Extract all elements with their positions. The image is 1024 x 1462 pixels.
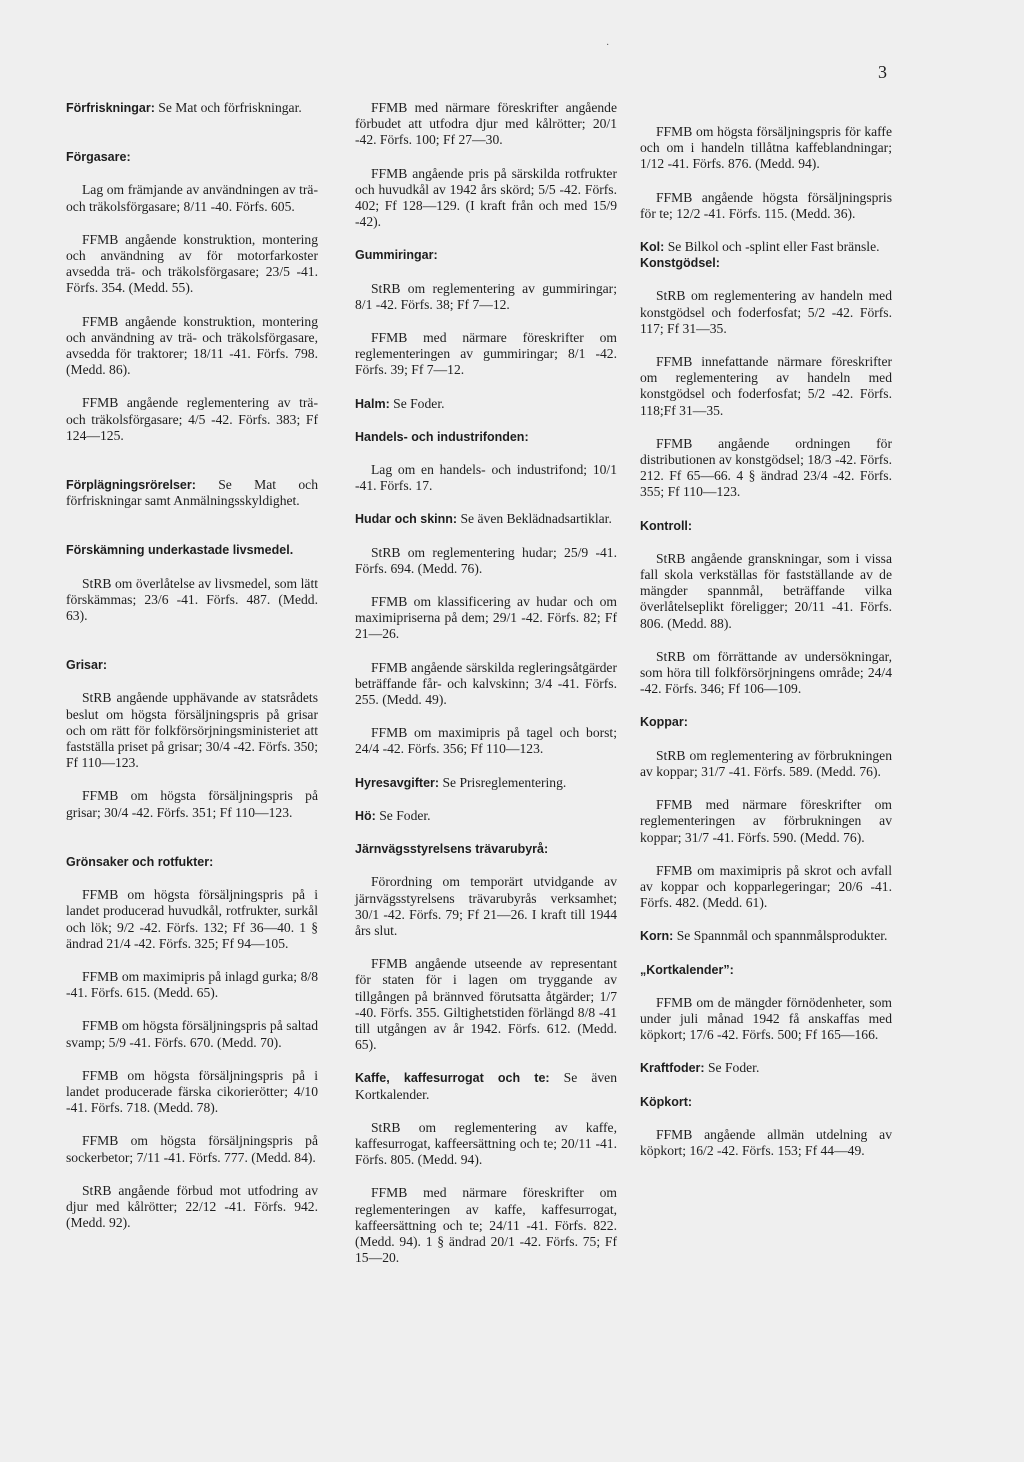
index-entry: Korn: Se Spannmål och spannmålsprodukter. [640, 928, 888, 944]
index-entry: Lag om en handels- och industrifond; 10/1 -41. Förfs. 17. [355, 462, 617, 494]
column-right [640, 100, 892, 1176]
index-entry: FFMB angående reglementering av trä- och träkolsförgasare; 4/5 -42. Förfs. 383; Ff 124—125. [66, 395, 318, 443]
index-entry: FFMB angående utseende av representant för staten för i lagen om tryggande av tillgången på brännved förutsatta åtgärder; 1/7 -40. Förfs. 355. Giltighetstiden förlängd 8/8 -41 till utgången av år 1942. Förfs. 612. (Medd. 65). [355, 956, 617, 1053]
index-entry: FFMB om högsta försäljningspris på grisar; 30/4 -42. Förfs. 351; Ff 110—123. [66, 788, 318, 820]
index-entry: FFMB angående konstruktion, montering och användning av trä- och träkolsförgasare, avsedda för traktorer; 18/11 -41. Förfs. 798. (Medd. 86). [66, 313, 318, 378]
section-heading: Koppar: [640, 715, 688, 730]
index-entry: Hudar och skinn: Se även Beklädnadsartiklar. [355, 511, 612, 527]
index-entry: FFMB om maximipris på skrot och avfall av koppar och kopparlegeringar; 20/6 -41. Förfs. 482. (Medd. 61). [640, 862, 892, 911]
index-entry: StRB om reglementering av kaffe, kaffesurrogat, kaffeersättning och te; 20/11 -41. Förfs. 805. (Medd. 94). [355, 1119, 617, 1168]
index-entry: FFMB angående pris på särskilda rotfrukter och huvudkål av 1942 års skörd; 5/5 -42. Förfs. 402; Ff 128—129. (I kraft från och med 15/9 -42). [355, 165, 617, 230]
index-entry: FFMB om de mängder förnödenheter, som under juli månad 1942 få anskaffas med köpkort; 17/6 -42. Förfs. 500; Ff 165—166. [640, 994, 892, 1043]
page-number: 3 [878, 62, 887, 82]
index-entry: FFMB med närmare föreskrifter om reglementeringen av gummiringar; 8/1 -42. Förfs. 39; Ff 7—12. [355, 330, 617, 378]
section-heading: Köpkort: [640, 1094, 693, 1109]
index-entry: FFMB om högsta försäljningspris på sockerbetor; 7/11 -41. Förfs. 777. (Medd. 84). [66, 1133, 318, 1165]
index-entry: Kaffe, kaffesurrogat och te: Se även Kortkalender. [355, 1070, 617, 1102]
index-entry: FFMB om högsta försäljningspris på i landet producerade färska cikorierötter; 4/10 -41. Förfs. 718. (Medd. 78). [66, 1067, 318, 1116]
section-heading: Grönsaker och rotfukter: [66, 854, 214, 869]
index-entry: StRB angående upphävande av statsrådets beslut om högsta försäljningspris på grisar och om rätt för folkförsörjningsministeriet att fastställa priset på grisar; 30/4 -42. Förfs. 350; Ff 110—123. [66, 690, 318, 771]
index-entry: Förplägningsrörelser: Se Mat och förfriskningar samt Anmälningsskyldighet. [66, 477, 318, 509]
section-heading: Handels- och industrifonden: [355, 429, 529, 444]
index-entry: Förfriskningar: Se Mat och förfriskningar. [66, 100, 302, 115]
index-entry: FFMB om maximipris på tagel och borst; 24/4 -42. Förfs. 356; Ff 110—123. [355, 725, 617, 757]
section-heading: Kontroll: [640, 518, 693, 533]
index-entry: FFMB angående högsta försäljningspris för te; 12/2 -41. Förfs. 115. (Medd. 36). [640, 189, 892, 221]
index-entry: Kol: Se Bilkol och -splint eller Fast bränsle. [640, 239, 880, 255]
index-entry: FFMB om högsta försäljningspris för kaffe och om i handeln tillåtna kaffeblandningar; 1/12 -41. Förfs. 876. (Medd. 94). [640, 124, 892, 172]
index-entry: StRB om förrättande av undersökningar, som höra till folkförsörjningens område; 24/4 -42. Förfs. 346; Ff 106—109. [640, 648, 892, 697]
index-entry: FFMB angående ordningen för distributionen av konstgödsel; 18/3 -42. Förfs. 212. Ff 65—66. 4 § ändrad 23/4 -42. Förfs. 355; Ff 110—123. [640, 435, 892, 500]
index-entry: StRB om reglementering av gummiringar; 8/1 -42. Förfs. 38; Ff 7—12. [355, 280, 617, 312]
index-entry: FFMB om maximipris på inlagd gurka; 8/8 -41. Förfs. 615. (Medd. 65). [66, 968, 318, 1001]
index-entry: FFMB med närmare föreskrifter om reglementeringen av förbrukningen av koppar; 31/7 -41. Förfs. 590. (Medd. 76). [640, 797, 892, 845]
index-entry: FFMB angående särskilda regleringsåtgärder beträffande får- och kalvskinn; 3/4 -41. Förfs. 255. (Medd. 49). [355, 659, 617, 708]
index-entry: Lag om främjande av användningen av trä- och träkolsförgasare; 8/11 -40. Förfs. 605. [66, 182, 318, 214]
print-speck: · [606, 40, 610, 51]
index-entry: StRB om överlåtelse av livsmedel, som lätt förskämmas; 23/6 -41. Förfs. 487. (Medd. 63). [66, 575, 318, 624]
section-heading: Järnvägsstyrelsens trävarubyrå: [355, 842, 549, 857]
index-entry: FFMB med närmare föreskrifter angående förbudet att utfodra djur med kålrötter; 20/1 -42. Förfs. 100; Ff 27—30. [355, 100, 617, 148]
column-left [66, 100, 318, 1248]
index-entry: FFMB om högsta försäljningspris på saltad svamp; 5/9 -41. Förfs. 670. (Medd. 70). [66, 1018, 318, 1050]
index-entry: StRB om reglementering hudar; 25/9 -41. Förfs. 694. (Medd. 76). [355, 544, 617, 576]
column-middle [355, 100, 617, 1283]
index-entry: StRB angående förbud mot utfodring av djur med kålrötter; 22/12 -41. Förfs. 942. (Medd. 92). [66, 1182, 318, 1231]
section-heading: Gummiringar: [355, 248, 438, 263]
section-heading: Förskämning underkastade livsmedel. [66, 543, 294, 558]
index-entry: StRB om reglementering av handeln med konstgödsel och foderfosfat; 5/2 -42. Förfs. 117; Ff 31—35. [640, 288, 892, 336]
index-entry: FFMB innefattande närmare föreskrifter om reglementering av handeln med konstgödsel och foderfosfat; 5/2 -42. Förfs. 118;Ff 31—35. [640, 354, 892, 418]
section-heading: „Kortkalender”: [640, 962, 734, 977]
section-heading: Konstgödsel: [640, 256, 720, 271]
index-entry: FFMB om klassificering av hudar och om maximipriserna på dem; 29/1 -42. Förfs. 82; Ff 21—26. [355, 594, 617, 642]
index-entry: StRB angående granskningar, som i vissa fall skola verkställas för fastställande av de mängder spannmål, beträffande vilka överlåtelseplikt föreligger; 20/11 -41. Förfs. 806. (Medd. 88). [640, 550, 892, 631]
index-entry: Hö: Se Foder. [355, 807, 431, 823]
index-entry: FFMB med närmare föreskrifter om reglementeringen av kaffe, kaffesurrogat, kaffeersättning och te; 24/11 -41. Förfs. 822. (Medd. 94). 1 § ändrad 20/1 -42. Förfs. 75; Ff 15—20. [355, 1185, 617, 1266]
index-entry: FFMB angående konstruktion, montering och användning av för motorfarkoster avsedda trä- och träkolsförgasare; 23/5 -41. Förfs. 354. (Medd. 55). [66, 231, 318, 296]
index-entry: Halm: Se Foder. [355, 395, 445, 411]
index-entry: FFMB om högsta försäljningspris på i landet producerad huvudkål, rotfrukter, surkål och lök; 9/2 -42. Förfs. 132; Ff 36—40. 1 § ändrad 21/4 -42. Förfs. 325; Ff 94—105. [66, 887, 318, 951]
index-entry: Kraftfoder: Se Foder. [640, 1060, 760, 1076]
index-entry: Förordning om temporärt utvidgande av järnvägsstyrelsens trävarubyrås verksamhet; 30/1 -42. Förfs. 79; Ff 21—26. I kraft till 1944 års slut. [355, 874, 617, 938]
section-heading: Förgasare: [66, 150, 131, 165]
index-entry: FFMB angående allmän utdelning av köpkort; 16/2 -42. Förfs. 153; Ff 44—49. [640, 1126, 892, 1158]
section-heading: Grisar: [66, 658, 107, 673]
index-entry: Hyresavgifter: Se Prisreglementering. [355, 774, 567, 790]
index-entry: StRB om reglementering av förbrukningen av koppar; 31/7 -41. Förfs. 589. (Medd. 76). [640, 747, 892, 779]
